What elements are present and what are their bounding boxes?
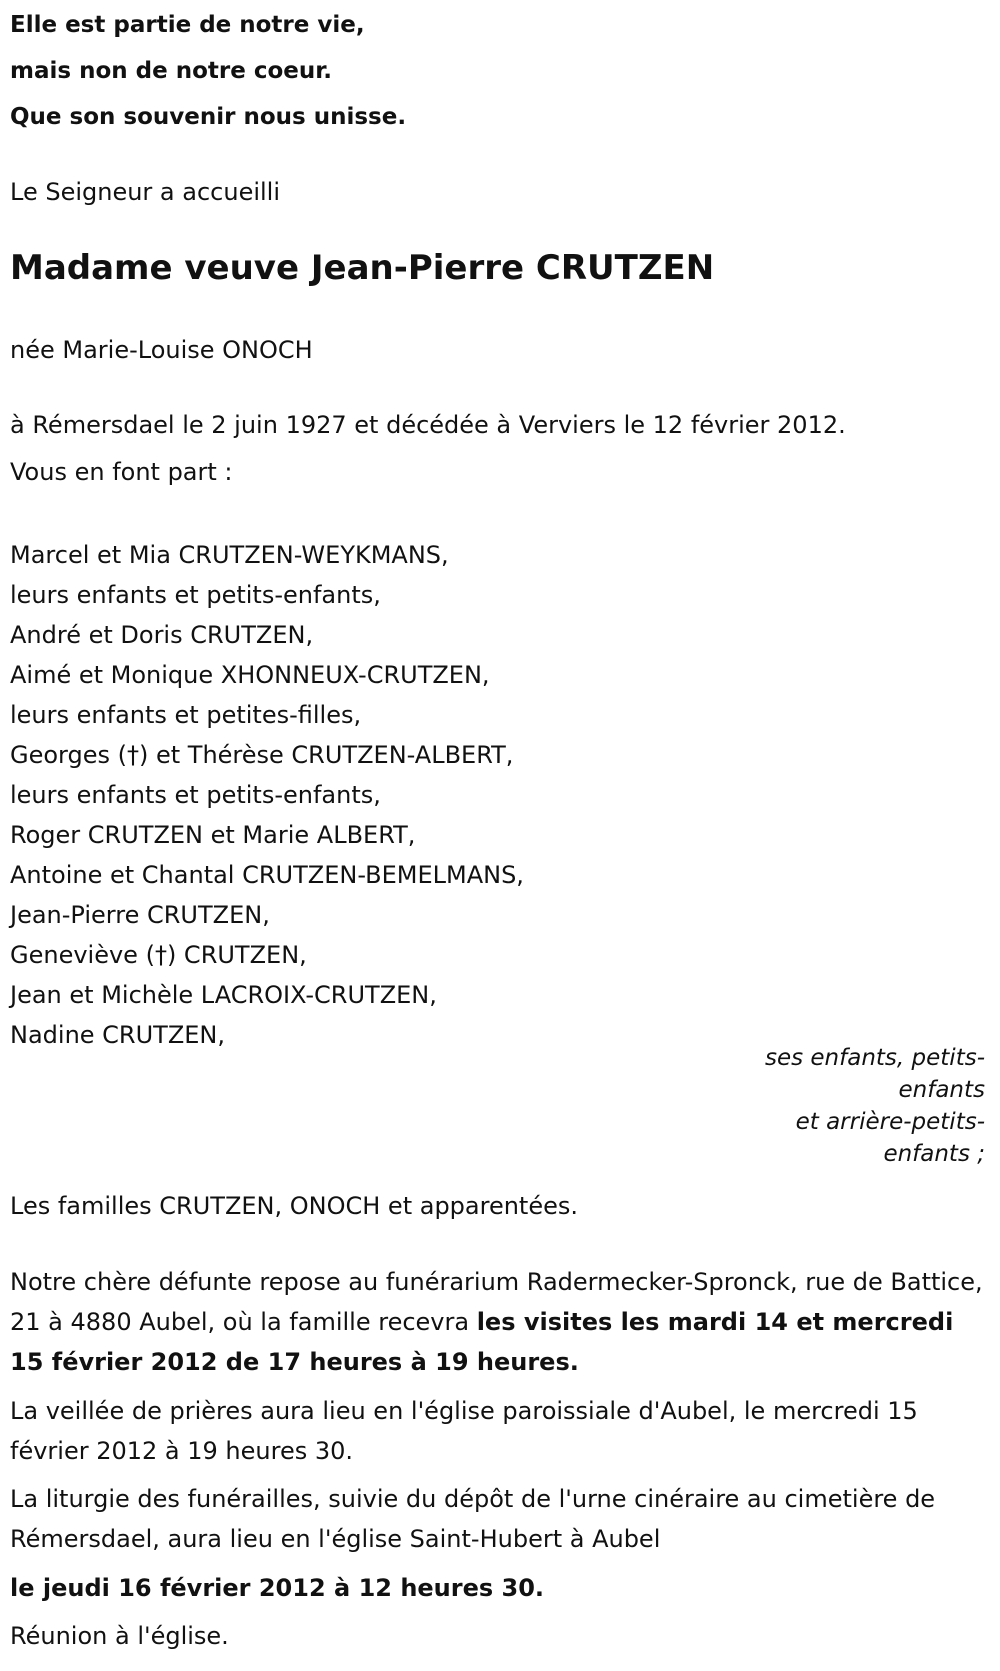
- families-line: Les familles CRUTZEN, ONOCH et apparentées.: [10, 1192, 579, 1220]
- family-member: Jean-Pierre CRUTZEN,: [10, 901, 270, 929]
- role-note-line: enfants ;: [883, 1141, 985, 1167]
- family-member: André et Doris CRUTZEN,: [10, 621, 314, 649]
- intro-text: Le Seigneur a accueilli: [10, 178, 281, 206]
- visit-paragraph: [10, 1262, 985, 1382]
- announce-line: Vous en font part :: [10, 458, 233, 486]
- family-member: Aimé et Monique XHONNEUX-CRUTZEN,: [10, 661, 490, 689]
- visit-times: les visites les mardi 14 et mercredi 15 février 2012 de 17 heures à 19 heures.: [10, 1308, 954, 1376]
- funeral-date: le jeudi 16 février 2012 à 12 heures 30.: [10, 1574, 545, 1602]
- visit-text: Notre chère défunte repose au funérarium Radermecker-Spronck, rue de Battice, 21 à 4880 Aubel, où la famille recevra: [10, 1268, 983, 1336]
- reunion-line: Réunion à l'église.: [10, 1622, 229, 1650]
- family-member: leurs enfants et petits-enfants,: [10, 581, 381, 609]
- family-member: Roger CRUTZEN et Marie ALBERT,: [10, 821, 416, 849]
- family-member: Georges (†) et Thérèse CRUTZEN-ALBERT,: [10, 741, 514, 769]
- family-member: Nadine CRUTZEN,: [10, 1021, 226, 1049]
- liturgy-paragraph: La liturgie des funérailles, suivie du dépôt de l'urne cinéraire au cimetière de Rémersdael, aura lieu en l'église Saint-Hubert à Aubel: [10, 1485, 936, 1553]
- family-list: [10, 535, 524, 1055]
- maiden-name: née Marie-Louise ONOCH: [10, 336, 313, 364]
- poem-line-2: mais non de notre coeur.: [10, 58, 333, 84]
- vigil-paragraph: La veillée de prières aura lieu en l'église paroissiale d'Aubel, le mercredi 15 février 2012 à 19 heures 30.: [10, 1397, 918, 1465]
- family-member: Geneviève (†) CRUTZEN,: [10, 941, 307, 969]
- poem-line-3: Que son souvenir nous unisse.: [10, 104, 407, 130]
- role-note-line: enfants: [898, 1077, 985, 1103]
- birth-death-line: à Rémersdael le 2 juin 1927 et décédée à Verviers le 12 février 2012.: [10, 411, 846, 439]
- family-member: Antoine et Chantal CRUTZEN-BEMELMANS,: [10, 861, 524, 889]
- family-member: Marcel et Mia CRUTZEN-WEYKMANS,: [10, 541, 449, 569]
- role-note-line: ses enfants, petits-: [764, 1045, 985, 1071]
- role-note: [725, 1042, 985, 1170]
- family-member: Jean et Michèle LACROIX-CRUTZEN,: [10, 981, 437, 1009]
- family-member: leurs enfants et petits-enfants,: [10, 781, 381, 809]
- family-member: leurs enfants et petites-filles,: [10, 701, 362, 729]
- poem-line-1: Elle est partie de notre vie,: [10, 12, 365, 38]
- deceased-name: Madame veuve Jean-Pierre CRUTZEN: [10, 248, 715, 288]
- role-note-line: et arrière-petits-: [795, 1109, 985, 1135]
